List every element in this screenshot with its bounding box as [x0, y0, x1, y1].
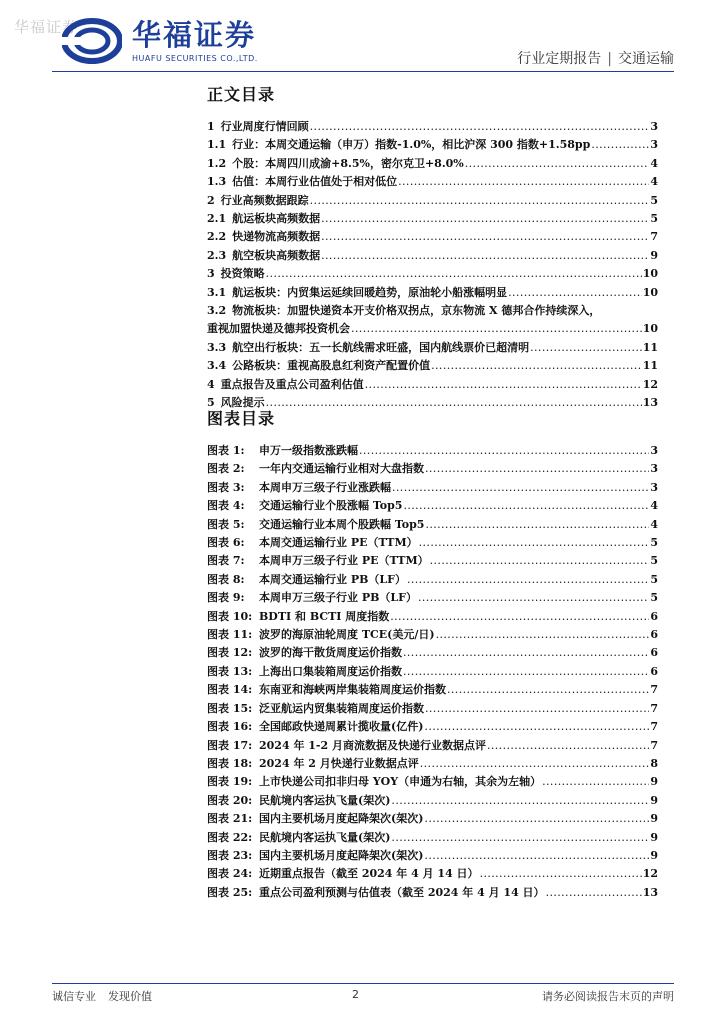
toc-page: 11 [642, 359, 658, 373]
leader-dots [430, 552, 650, 570]
toc-page: 9 [650, 248, 658, 262]
toc-number: 5 [207, 396, 215, 410]
toc-entry[interactable] [207, 339, 658, 357]
leader-dots [266, 265, 642, 283]
chart-title: 全国邮政快递周累计揽收量(亿件) [259, 720, 424, 734]
toc-title-text: 重点报告及重点公司盈利估值 [220, 377, 364, 391]
leader-dots [365, 376, 642, 394]
chart-page: 6 [650, 664, 658, 678]
toc-entry[interactable] [207, 228, 658, 246]
toc-title-text: 快递物流高频数据 [232, 230, 321, 244]
toc-number: 3 [207, 267, 215, 281]
leader-dots [420, 755, 650, 773]
chart-number: 图表 9: [207, 591, 245, 605]
toc-number: 1 [207, 120, 215, 133]
chart-number: 图表 11: [207, 628, 253, 642]
chart-entry[interactable] [207, 479, 658, 497]
chart-title: 本周交通运输行业 PE（TTM） [259, 536, 418, 550]
chart-page: 6 [650, 646, 658, 660]
chart-page: 3 [650, 480, 658, 494]
toc-title-text: 航运板块：内贸集运延续回暖趋势，原油轮小船涨幅明显 [232, 285, 508, 299]
toc-entry[interactable] [207, 136, 658, 154]
chart-number: 图表 13: [207, 664, 253, 678]
chart-number: 图表 24: [207, 867, 253, 881]
header-meta [517, 48, 674, 68]
chart-page: 9 [650, 775, 658, 789]
chart-title: 上海出口集装箱周度运价指数 [259, 664, 402, 678]
footer-slogan-1: 诚信专业 [52, 990, 96, 1003]
leader-dots [425, 700, 649, 718]
toc-number: 2.2 [207, 230, 227, 244]
chart-entry[interactable] [207, 792, 658, 810]
chart-title: 民航境内客运执飞量(架次) [259, 793, 391, 807]
chart-title: 本周申万三级子行业 PB（LF） [259, 591, 417, 605]
toc-entry[interactable] [207, 155, 658, 173]
toc-number: 2.3 [207, 248, 227, 262]
leader-dots [321, 210, 649, 228]
chart-page: 9 [650, 812, 658, 826]
toc-entry[interactable] [207, 173, 658, 191]
chart-entry[interactable] [207, 497, 658, 515]
toc-page: 3 [650, 138, 658, 152]
chart-title: 近期重点报告（截至 2024 年 4 月 14 日） [259, 867, 479, 881]
chart-number: 图表 21: [207, 812, 253, 826]
chart-title: 东南亚和海峡两岸集装箱周度运价指数 [259, 683, 446, 697]
chart-number: 图表 4: [207, 499, 245, 513]
toc-number: 3.1 [207, 285, 227, 299]
toc-page: 12 [642, 377, 658, 391]
chart-entry[interactable] [207, 829, 658, 847]
toc-title-text: 估值：本周行业估值处于相对低位 [232, 175, 398, 189]
chart-number: 图表 8: [207, 572, 245, 586]
chart-page: 7 [650, 720, 658, 734]
chart-number: 图表 20: [207, 793, 253, 807]
footer-slogan-2: 发现价值 [108, 990, 152, 1003]
chart-page: 7 [650, 683, 658, 697]
chart-entry[interactable] [207, 681, 658, 699]
chart-page: 9 [650, 793, 658, 807]
chart-title: 泛亚航运内贸集装箱周度运价指数 [259, 701, 424, 715]
logo-swirl-icon [62, 17, 122, 65]
toc-entry[interactable] [207, 210, 658, 228]
toc-number: 4 [207, 377, 215, 391]
chart-title: 本周交通运输行业 PB（LF） [259, 572, 406, 586]
chart-page: 7 [650, 738, 658, 752]
leader-dots [351, 320, 642, 338]
chart-number: 图表 1: [207, 444, 245, 457]
leader-dots [390, 608, 649, 626]
chart-entry[interactable] [207, 700, 658, 718]
chart-page: 13 [642, 885, 658, 899]
toc-title-text: 行业：本周交通运输（申万）指数-1.0%，相比沪深 300 指数+1.58pp [232, 138, 591, 152]
chart-entry[interactable] [207, 663, 658, 681]
leader-dots [508, 284, 642, 302]
toc-title-text: 航空板块高频数据 [232, 248, 321, 262]
chart-page: 5 [650, 536, 658, 550]
toc-entry-line2 [207, 320, 658, 338]
chart-entry[interactable] [207, 442, 658, 460]
leader-dots [321, 247, 649, 265]
chart-title: 2024 年 1-2 月商流数据及快递行业数据点评 [259, 738, 486, 752]
toc-title-text: 个股：本周四川成渝+8.5%，密尔克卫+8.0% [232, 156, 464, 170]
leader-dots [530, 339, 642, 357]
leader-dots [591, 136, 649, 154]
toc-title-text: 航空出行板块：五一长航线需求旺盛，国内航线票价已超清明 [232, 340, 530, 354]
chart-entry[interactable] [207, 571, 658, 589]
chart-entry[interactable] [207, 644, 658, 662]
chart-title: BDTI 和 BCTI 周度指数 [259, 609, 390, 623]
toc-page: 7 [650, 230, 658, 244]
leader-dots [321, 228, 649, 246]
header-separator: | [607, 51, 612, 67]
chart-number: 图表 18: [207, 756, 253, 770]
toc-title-text: 行业周度行情回顾 [220, 120, 309, 133]
chart-number: 图表 15: [207, 701, 253, 715]
chart-entry[interactable] [207, 810, 658, 828]
sector-name: 交通运输 [618, 51, 674, 67]
chart-entry[interactable] [207, 516, 658, 534]
chart-title: 民航境内客运执飞量(架次) [259, 830, 391, 844]
toc-number: 3.2 [207, 304, 227, 318]
leader-dots [425, 460, 649, 478]
logo-chinese-name: 华福证券 [132, 18, 257, 52]
chart-page: 4 [650, 517, 658, 531]
chart-page: 12 [642, 867, 658, 881]
chart-page: 9 [650, 848, 658, 862]
chart-entry[interactable] [207, 626, 658, 644]
chart-entry[interactable] [207, 847, 658, 865]
leader-dots [418, 589, 649, 607]
chart-number: 图表 2: [207, 462, 245, 476]
chart-number: 图表 5: [207, 517, 245, 531]
toc-number: 3.3 [207, 340, 227, 354]
chart-page: 6 [650, 628, 658, 642]
leader-dots [419, 534, 650, 552]
leader-dots [424, 718, 649, 736]
toc-title-text: 行业高频数据跟踪 [220, 193, 309, 207]
toc-entry[interactable] [207, 357, 658, 375]
chart-page: 3 [650, 462, 658, 476]
toc-title-text: 公路板块：重视高股息红利资产配置价值 [232, 359, 431, 373]
toc-page: 5 [650, 212, 658, 226]
leader-dots [403, 663, 649, 681]
chart-entry[interactable] [207, 718, 658, 736]
chart-number: 图表 16: [207, 720, 253, 734]
page-number: 2 [352, 988, 359, 1001]
leader-dots [310, 118, 650, 136]
toc-entry[interactable] [207, 192, 658, 210]
chart-title: 申万一级指数涨跌幅 [259, 444, 358, 457]
chart-title: 一年内交通运输行业相对大盘指数 [259, 462, 424, 476]
toc-number: 1.3 [207, 175, 227, 189]
watermark: 华福证券 [14, 18, 79, 36]
toc-page: 10 [642, 322, 658, 336]
toc-page: 13 [642, 396, 658, 410]
toc-list [207, 118, 658, 413]
leader-dots [407, 571, 649, 589]
chart-number: 图表 25: [207, 885, 253, 899]
chart-page: 5 [650, 572, 658, 586]
chart-entry[interactable] [207, 755, 658, 773]
toc-title-text: 航运板块高频数据 [232, 212, 321, 226]
chart-title: 波罗的海干散货周度运价指数 [259, 646, 402, 660]
toc-title-text-cont: 重视加盟快递及德邦投资机会 [207, 322, 350, 336]
leader-dots [403, 497, 649, 515]
chart-title: 本周申万三级子行业涨跌幅 [259, 480, 391, 494]
footer-disclaimer: 请务必阅读报告末页的声明 [542, 990, 674, 1003]
chart-entry[interactable] [207, 884, 658, 902]
chart-title: 交通运输行业个股涨幅 Top5 [259, 499, 403, 513]
leader-dots [487, 737, 649, 755]
chart-page: 8 [650, 756, 658, 770]
toc-entry[interactable] [207, 118, 658, 136]
leader-dots [425, 516, 649, 534]
leader-dots [424, 847, 649, 865]
leader-dots [480, 865, 642, 883]
leader-dots [424, 810, 649, 828]
toc-page: 3 [650, 120, 658, 133]
chart-entry[interactable] [207, 552, 658, 570]
chart-number: 图表 23: [207, 848, 253, 862]
chart-number: 图表 12: [207, 646, 253, 660]
leader-dots [359, 442, 649, 460]
chart-title: 交通运输行业本周个股跌幅 Top5 [259, 517, 425, 531]
chart-page: 9 [650, 830, 658, 844]
toc-page: 4 [650, 175, 658, 189]
chart-entry[interactable] [207, 534, 658, 552]
toc-number: 3.4 [207, 359, 227, 373]
chart-title: 国内主要机场月度起降架次(架次) [259, 812, 424, 826]
toc-page: 10 [642, 267, 658, 281]
chart-page: 3 [650, 444, 658, 457]
chart-entry[interactable] [207, 460, 658, 478]
leader-dots [392, 479, 649, 497]
toc-entry[interactable] [207, 247, 658, 265]
leader-dots [431, 357, 642, 375]
toc-number: 1.2 [207, 156, 227, 170]
charts-list [207, 442, 658, 902]
footer-rule [52, 983, 674, 984]
leader-dots [398, 173, 649, 191]
leader-dots [436, 626, 650, 644]
leader-dots [391, 792, 649, 810]
toc-page: 4 [650, 156, 658, 170]
toc-title-text: 风险提示 [220, 396, 265, 410]
chart-entry[interactable] [207, 608, 658, 626]
toc-title-text: 物流板块：加盟快递资本开支价格双拐点，京东物流 X 德邦合作持续深入， [232, 304, 601, 318]
chart-title: 本周申万三级子行业 PE（TTM） [259, 554, 429, 568]
toc-number: 1.1 [207, 138, 227, 152]
toc-entry[interactable] [207, 284, 658, 302]
chart-title: 国内主要机场月度起降架次(架次) [259, 848, 424, 862]
chart-entry[interactable] [207, 737, 658, 755]
toc-page: 10 [642, 285, 658, 299]
chart-number: 图表 14: [207, 683, 253, 697]
leader-dots [391, 829, 649, 847]
toc-page: 5 [650, 193, 658, 207]
chart-number: 图表 7: [207, 554, 245, 568]
company-logo [62, 17, 272, 69]
chart-page: 6 [650, 609, 658, 623]
toc-page: 11 [642, 340, 658, 354]
toc-title-text: 投资策略 [220, 267, 265, 281]
chart-entry[interactable] [207, 773, 658, 791]
logo-english-name: HUAFU SECURITIES CO.,LTD. [132, 54, 258, 63]
footer-slogan [52, 988, 152, 1004]
leader-dots [465, 155, 650, 173]
leader-dots [542, 773, 649, 791]
chart-number: 图表 3: [207, 480, 245, 494]
toc-entry-line1[interactable] [207, 302, 658, 320]
chart-page: 4 [650, 499, 658, 513]
chart-number: 图表 17: [207, 738, 253, 752]
chart-number: 图表 10: [207, 609, 253, 623]
chart-title: 上市快递公司扣非归母 YOY（申通为右轴，其余为左轴） [259, 775, 542, 789]
chart-title: 重点公司盈利预测与估值表（截至 2024 年 4 月 14 日） [259, 885, 545, 899]
toc-title: 正文目录 [207, 85, 276, 104]
leader-dots [546, 884, 642, 902]
toc-entry-multiline[interactable] [207, 302, 658, 339]
chart-title: 波罗的海原油轮周度 TCE(美元/日) [259, 628, 435, 642]
toc-entry[interactable] [207, 376, 658, 394]
charts-title: 图表目录 [207, 409, 276, 428]
header-rule [52, 71, 674, 72]
toc-number: 2 [207, 193, 215, 207]
chart-number: 图表 6: [207, 536, 245, 550]
chart-page: 5 [650, 554, 658, 568]
leader-dots [266, 394, 642, 412]
report-type: 行业定期报告 [517, 51, 602, 67]
toc-entry[interactable] [207, 265, 658, 283]
chart-page: 7 [650, 701, 658, 715]
leader-dots [310, 192, 650, 210]
chart-entry[interactable] [207, 865, 658, 883]
chart-number: 图表 22: [207, 830, 253, 844]
chart-title: 2024 年 2 月快递行业数据点评 [259, 756, 419, 770]
leader-dots [403, 644, 649, 662]
toc-number: 2.1 [207, 212, 227, 226]
leader-dots [447, 681, 649, 699]
chart-page: 5 [650, 591, 658, 605]
chart-entry[interactable] [207, 589, 658, 607]
chart-number: 图表 19: [207, 775, 253, 789]
